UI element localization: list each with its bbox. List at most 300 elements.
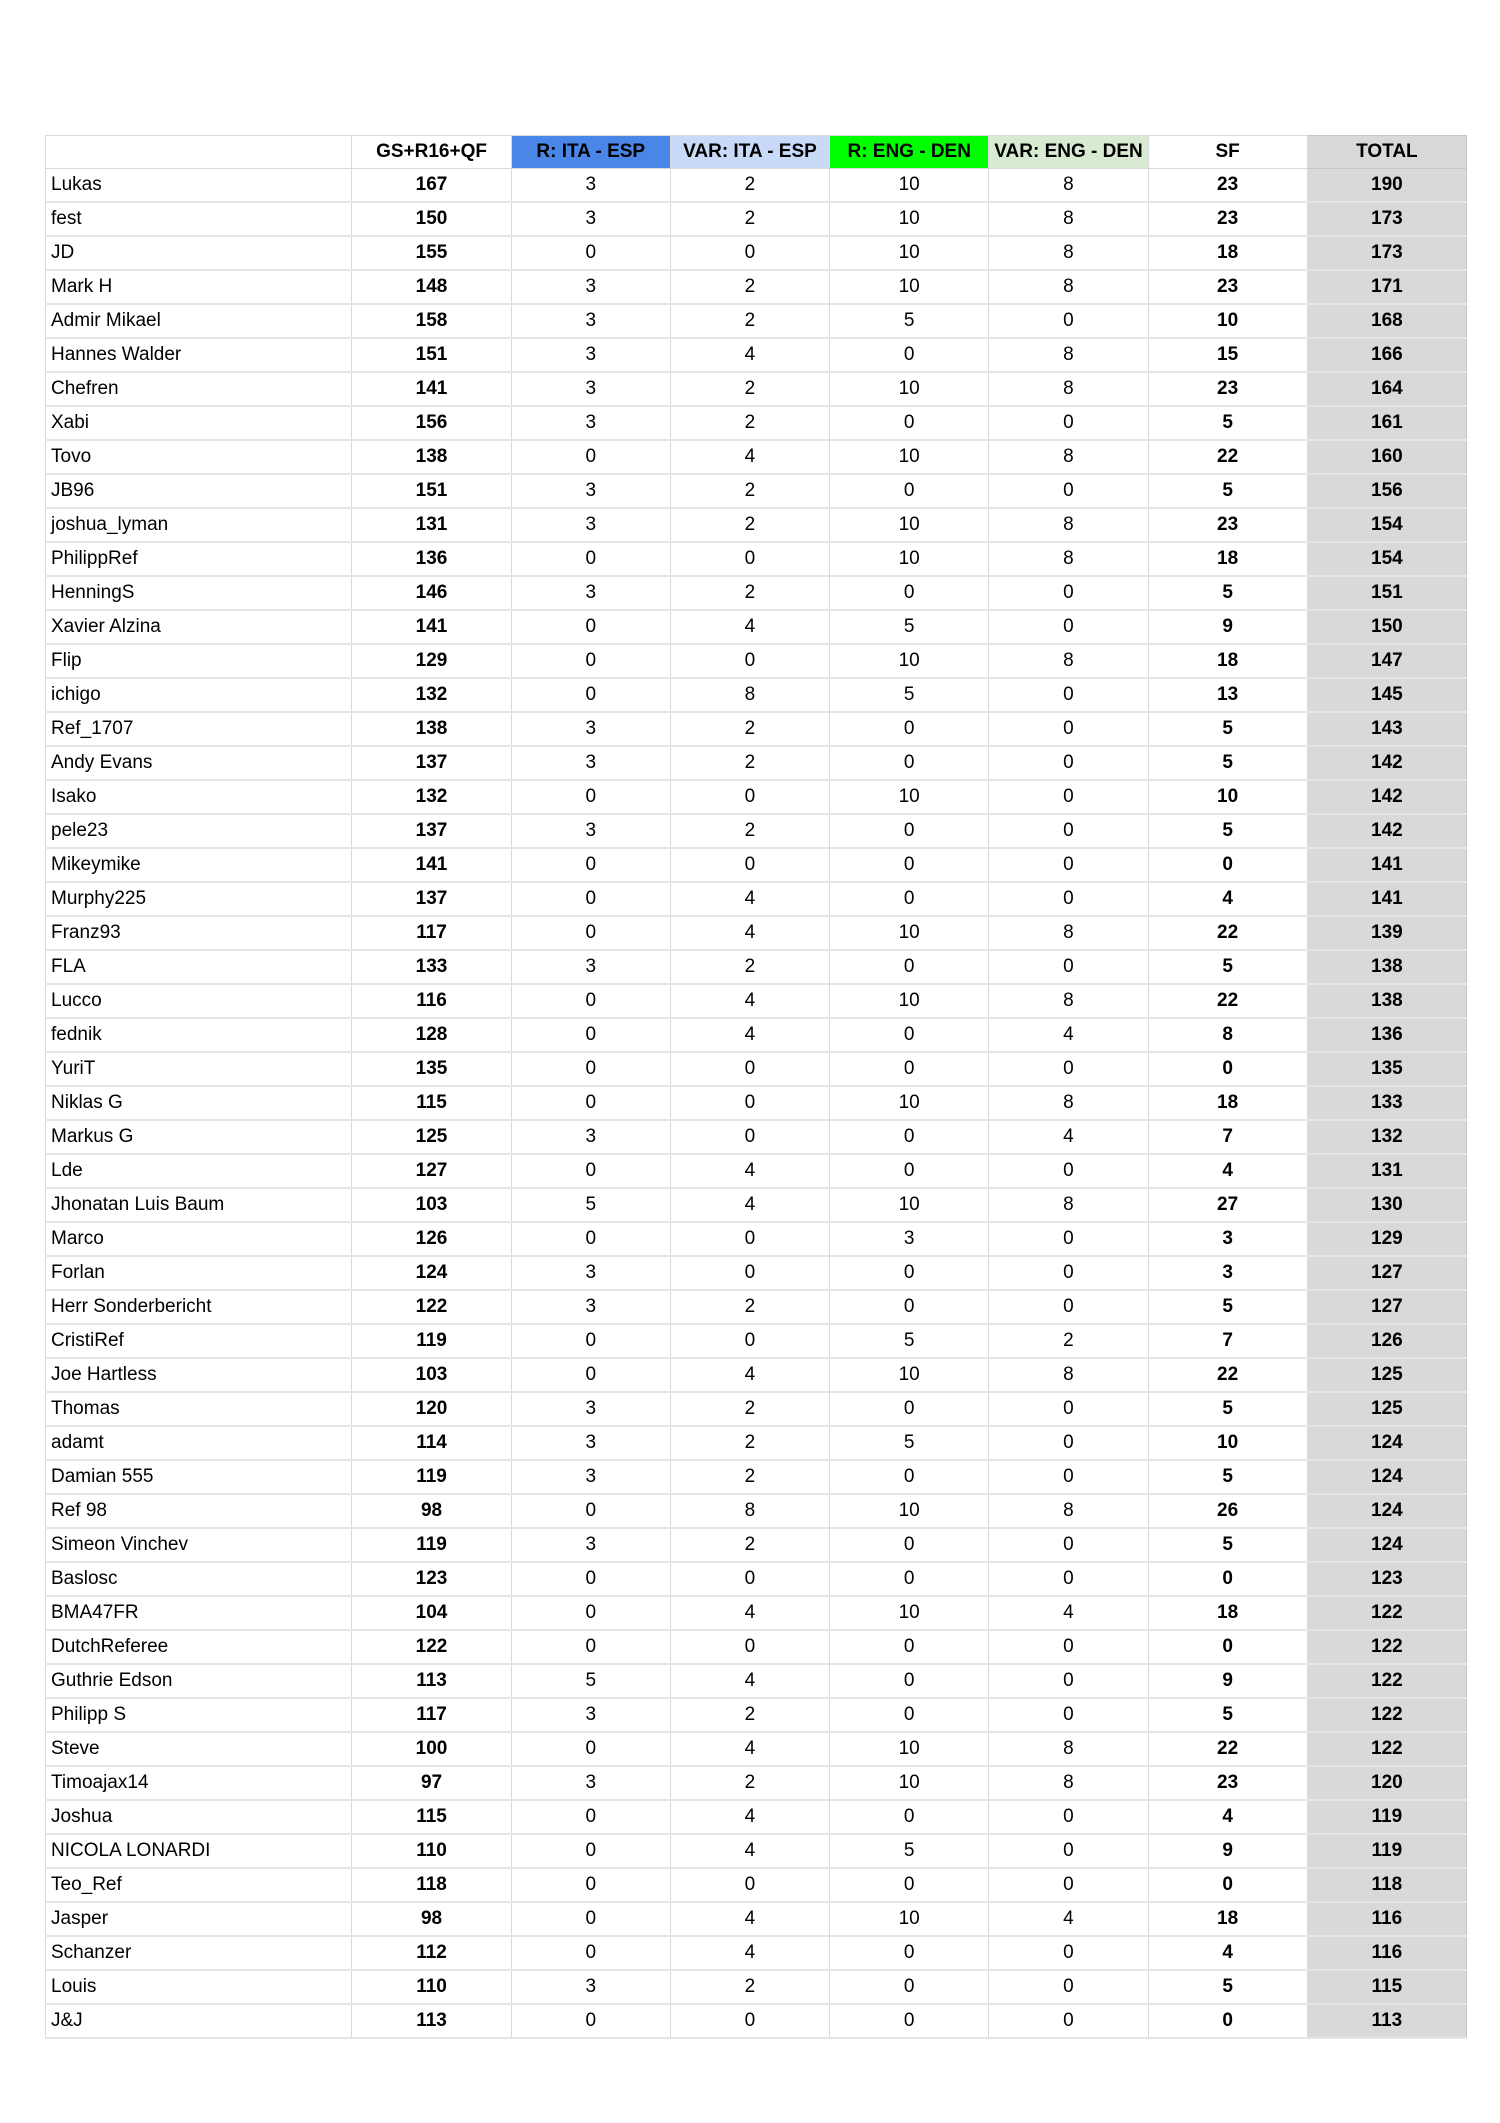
cell-r-eng-den[interactable]: 5 bbox=[830, 1834, 989, 1868]
cell-r-eng-den[interactable]: 0 bbox=[830, 1562, 989, 1596]
cell-r-eng-den[interactable]: 10 bbox=[830, 1086, 989, 1120]
cell-r-eng-den[interactable]: 10 bbox=[830, 916, 989, 950]
cell-player[interactable]: HenningS bbox=[46, 576, 352, 610]
cell-r-ita-esp[interactable]: 3 bbox=[511, 1392, 670, 1426]
cell-var-ita-esp[interactable]: 0 bbox=[670, 1256, 829, 1290]
cell-var-eng-den[interactable]: 4 bbox=[989, 1902, 1148, 1936]
cell-gs-r16-qf[interactable]: 137 bbox=[352, 882, 511, 916]
cell-total[interactable]: 129 bbox=[1307, 1222, 1466, 1256]
cell-r-ita-esp[interactable]: 3 bbox=[511, 1426, 670, 1460]
cell-r-eng-den[interactable]: 10 bbox=[830, 1596, 989, 1630]
cell-player[interactable]: FLA bbox=[46, 950, 352, 984]
cell-r-eng-den[interactable]: 10 bbox=[830, 202, 989, 236]
cell-player[interactable]: Jasper bbox=[46, 1902, 352, 1936]
cell-var-eng-den[interactable]: 0 bbox=[989, 1562, 1148, 1596]
cell-var-ita-esp[interactable]: 2 bbox=[670, 270, 829, 304]
cell-sf[interactable]: 10 bbox=[1148, 780, 1307, 814]
cell-var-ita-esp[interactable]: 4 bbox=[670, 1188, 829, 1222]
cell-sf[interactable]: 4 bbox=[1148, 882, 1307, 916]
cell-var-eng-den[interactable]: 8 bbox=[989, 338, 1148, 372]
cell-total[interactable]: 127 bbox=[1307, 1256, 1466, 1290]
cell-player[interactable]: Steve bbox=[46, 1732, 352, 1766]
cell-total[interactable]: 142 bbox=[1307, 780, 1466, 814]
cell-player[interactable]: Hannes Walder bbox=[46, 338, 352, 372]
cell-r-ita-esp[interactable]: 0 bbox=[511, 1018, 670, 1052]
cell-player[interactable]: PhilippRef bbox=[46, 542, 352, 576]
cell-total[interactable]: 116 bbox=[1307, 1902, 1466, 1936]
cell-var-eng-den[interactable]: 8 bbox=[989, 1358, 1148, 1392]
cell-r-eng-den[interactable]: 0 bbox=[830, 814, 989, 848]
cell-r-eng-den[interactable]: 10 bbox=[830, 1732, 989, 1766]
cell-sf[interactable]: 9 bbox=[1148, 610, 1307, 644]
cell-total[interactable]: 130 bbox=[1307, 1188, 1466, 1222]
cell-r-ita-esp[interactable]: 0 bbox=[511, 1324, 670, 1358]
cell-var-eng-den[interactable]: 0 bbox=[989, 1154, 1148, 1188]
cell-r-ita-esp[interactable]: 3 bbox=[511, 950, 670, 984]
cell-r-ita-esp[interactable]: 0 bbox=[511, 1834, 670, 1868]
cell-var-eng-den[interactable]: 8 bbox=[989, 1086, 1148, 1120]
cell-gs-r16-qf[interactable]: 141 bbox=[352, 610, 511, 644]
cell-var-eng-den[interactable]: 0 bbox=[989, 1528, 1148, 1562]
cell-r-eng-den[interactable]: 0 bbox=[830, 1018, 989, 1052]
cell-player[interactable]: JB96 bbox=[46, 474, 352, 508]
cell-var-ita-esp[interactable]: 2 bbox=[670, 474, 829, 508]
cell-total[interactable]: 124 bbox=[1307, 1494, 1466, 1528]
cell-player[interactable]: Marco bbox=[46, 1222, 352, 1256]
cell-sf[interactable]: 3 bbox=[1148, 1222, 1307, 1256]
cell-r-eng-den[interactable]: 0 bbox=[830, 338, 989, 372]
cell-r-ita-esp[interactable]: 0 bbox=[511, 1800, 670, 1834]
cell-gs-r16-qf[interactable]: 138 bbox=[352, 440, 511, 474]
cell-gs-r16-qf[interactable]: 123 bbox=[352, 1562, 511, 1596]
cell-var-ita-esp[interactable]: 4 bbox=[670, 1834, 829, 1868]
cell-var-ita-esp[interactable]: 4 bbox=[670, 1732, 829, 1766]
cell-gs-r16-qf[interactable]: 103 bbox=[352, 1188, 511, 1222]
cell-total[interactable]: 122 bbox=[1307, 1664, 1466, 1698]
cell-total[interactable]: 116 bbox=[1307, 1936, 1466, 1970]
cell-r-eng-den[interactable]: 0 bbox=[830, 1256, 989, 1290]
cell-gs-r16-qf[interactable]: 129 bbox=[352, 644, 511, 678]
cell-r-eng-den[interactable]: 10 bbox=[830, 1188, 989, 1222]
cell-gs-r16-qf[interactable]: 122 bbox=[352, 1290, 511, 1324]
cell-r-ita-esp[interactable]: 3 bbox=[511, 814, 670, 848]
cell-total[interactable]: 122 bbox=[1307, 1596, 1466, 1630]
cell-total[interactable]: 120 bbox=[1307, 1766, 1466, 1800]
cell-total[interactable]: 166 bbox=[1307, 338, 1466, 372]
cell-player[interactable]: Lde bbox=[46, 1154, 352, 1188]
cell-var-eng-den[interactable]: 0 bbox=[989, 2004, 1148, 2038]
cell-total[interactable]: 127 bbox=[1307, 1290, 1466, 1324]
cell-r-eng-den[interactable]: 10 bbox=[830, 644, 989, 678]
cell-r-eng-den[interactable]: 10 bbox=[830, 1358, 989, 1392]
cell-total[interactable]: 119 bbox=[1307, 1800, 1466, 1834]
cell-r-ita-esp[interactable]: 3 bbox=[511, 1120, 670, 1154]
cell-total[interactable]: 124 bbox=[1307, 1426, 1466, 1460]
cell-var-eng-den[interactable]: 0 bbox=[989, 1256, 1148, 1290]
cell-sf[interactable]: 23 bbox=[1148, 372, 1307, 406]
cell-sf[interactable]: 0 bbox=[1148, 1868, 1307, 1902]
cell-gs-r16-qf[interactable]: 150 bbox=[352, 202, 511, 236]
cell-gs-r16-qf[interactable]: 148 bbox=[352, 270, 511, 304]
cell-var-eng-den[interactable]: 0 bbox=[989, 1290, 1148, 1324]
cell-sf[interactable]: 22 bbox=[1148, 1358, 1307, 1392]
cell-total[interactable]: 168 bbox=[1307, 304, 1466, 338]
cell-total[interactable]: 145 bbox=[1307, 678, 1466, 712]
cell-r-ita-esp[interactable]: 3 bbox=[511, 508, 670, 542]
cell-var-eng-den[interactable]: 0 bbox=[989, 1052, 1148, 1086]
cell-r-eng-den[interactable]: 0 bbox=[830, 1664, 989, 1698]
cell-gs-r16-qf[interactable]: 125 bbox=[352, 1120, 511, 1154]
cell-total[interactable]: 142 bbox=[1307, 814, 1466, 848]
cell-var-eng-den[interactable]: 8 bbox=[989, 270, 1148, 304]
cell-player[interactable]: Thomas bbox=[46, 1392, 352, 1426]
cell-var-ita-esp[interactable]: 2 bbox=[670, 372, 829, 406]
cell-total[interactable]: 126 bbox=[1307, 1324, 1466, 1358]
cell-var-ita-esp[interactable]: 0 bbox=[670, 1052, 829, 1086]
cell-var-eng-den[interactable]: 4 bbox=[989, 1596, 1148, 1630]
cell-r-ita-esp[interactable]: 0 bbox=[511, 984, 670, 1018]
cell-gs-r16-qf[interactable]: 126 bbox=[352, 1222, 511, 1256]
cell-total[interactable]: 142 bbox=[1307, 746, 1466, 780]
header-var-eng-den[interactable]: VAR: ENG - DEN bbox=[989, 136, 1148, 169]
cell-var-eng-den[interactable]: 8 bbox=[989, 1766, 1148, 1800]
cell-gs-r16-qf[interactable]: 151 bbox=[352, 338, 511, 372]
cell-var-ita-esp[interactable]: 2 bbox=[670, 508, 829, 542]
header-r-ita-esp[interactable]: R: ITA - ESP bbox=[511, 136, 670, 169]
cell-sf[interactable]: 5 bbox=[1148, 1460, 1307, 1494]
cell-sf[interactable]: 5 bbox=[1148, 576, 1307, 610]
cell-var-ita-esp[interactable]: 4 bbox=[670, 1596, 829, 1630]
cell-var-ita-esp[interactable]: 2 bbox=[670, 1698, 829, 1732]
cell-gs-r16-qf[interactable]: 113 bbox=[352, 2004, 511, 2038]
cell-var-ita-esp[interactable]: 4 bbox=[670, 610, 829, 644]
cell-var-ita-esp[interactable]: 2 bbox=[670, 1970, 829, 2004]
cell-var-eng-den[interactable]: 0 bbox=[989, 1800, 1148, 1834]
cell-total[interactable]: 151 bbox=[1307, 576, 1466, 610]
cell-total[interactable]: 133 bbox=[1307, 1086, 1466, 1120]
cell-gs-r16-qf[interactable]: 115 bbox=[352, 1086, 511, 1120]
cell-r-ita-esp[interactable]: 0 bbox=[511, 1902, 670, 1936]
header-total[interactable]: TOTAL bbox=[1307, 136, 1466, 169]
cell-var-ita-esp[interactable]: 4 bbox=[670, 1902, 829, 1936]
cell-sf[interactable]: 23 bbox=[1148, 270, 1307, 304]
cell-total[interactable]: 125 bbox=[1307, 1392, 1466, 1426]
cell-player[interactable]: Louis bbox=[46, 1970, 352, 2004]
cell-var-eng-den[interactable]: 8 bbox=[989, 169, 1148, 203]
cell-total[interactable]: 138 bbox=[1307, 984, 1466, 1018]
cell-sf[interactable]: 22 bbox=[1148, 984, 1307, 1018]
cell-r-ita-esp[interactable]: 3 bbox=[511, 406, 670, 440]
cell-total[interactable]: 124 bbox=[1307, 1528, 1466, 1562]
cell-sf[interactable]: 22 bbox=[1148, 1732, 1307, 1766]
cell-total[interactable]: 139 bbox=[1307, 916, 1466, 950]
cell-player[interactable]: Franz93 bbox=[46, 916, 352, 950]
cell-r-eng-den[interactable]: 10 bbox=[830, 270, 989, 304]
cell-player[interactable]: Forlan bbox=[46, 1256, 352, 1290]
cell-var-eng-den[interactable]: 0 bbox=[989, 882, 1148, 916]
cell-player[interactable]: Simeon Vinchev bbox=[46, 1528, 352, 1562]
cell-total[interactable]: 190 bbox=[1307, 169, 1466, 203]
cell-total[interactable]: 147 bbox=[1307, 644, 1466, 678]
cell-sf[interactable]: 26 bbox=[1148, 1494, 1307, 1528]
cell-gs-r16-qf[interactable]: 156 bbox=[352, 406, 511, 440]
cell-r-eng-den[interactable]: 3 bbox=[830, 1222, 989, 1256]
cell-var-eng-den[interactable]: 8 bbox=[989, 236, 1148, 270]
cell-total[interactable]: 118 bbox=[1307, 1868, 1466, 1902]
cell-gs-r16-qf[interactable]: 117 bbox=[352, 1698, 511, 1732]
cell-player[interactable]: Joshua bbox=[46, 1800, 352, 1834]
cell-var-eng-den[interactable]: 0 bbox=[989, 712, 1148, 746]
cell-gs-r16-qf[interactable]: 113 bbox=[352, 1664, 511, 1698]
cell-var-eng-den[interactable]: 8 bbox=[989, 1188, 1148, 1222]
cell-player[interactable]: Murphy225 bbox=[46, 882, 352, 916]
cell-var-ita-esp[interactable]: 4 bbox=[670, 1154, 829, 1188]
cell-player[interactable]: Joe Hartless bbox=[46, 1358, 352, 1392]
cell-total[interactable]: 119 bbox=[1307, 1834, 1466, 1868]
cell-var-ita-esp[interactable]: 0 bbox=[670, 1630, 829, 1664]
cell-gs-r16-qf[interactable]: 146 bbox=[352, 576, 511, 610]
cell-sf[interactable]: 8 bbox=[1148, 1018, 1307, 1052]
cell-var-eng-den[interactable]: 8 bbox=[989, 984, 1148, 1018]
cell-var-eng-den[interactable]: 0 bbox=[989, 1426, 1148, 1460]
header-var-ita-esp[interactable]: VAR: ITA - ESP bbox=[670, 136, 829, 169]
cell-sf[interactable]: 13 bbox=[1148, 678, 1307, 712]
cell-player[interactable]: Timoajax14 bbox=[46, 1766, 352, 1800]
cell-gs-r16-qf[interactable]: 119 bbox=[352, 1324, 511, 1358]
cell-total[interactable]: 154 bbox=[1307, 508, 1466, 542]
cell-total[interactable]: 156 bbox=[1307, 474, 1466, 508]
cell-r-eng-den[interactable]: 0 bbox=[830, 1800, 989, 1834]
cell-sf[interactable]: 9 bbox=[1148, 1834, 1307, 1868]
cell-gs-r16-qf[interactable]: 141 bbox=[352, 848, 511, 882]
cell-var-ita-esp[interactable]: 4 bbox=[670, 440, 829, 474]
cell-var-ita-esp[interactable]: 2 bbox=[670, 1426, 829, 1460]
cell-r-eng-den[interactable]: 10 bbox=[830, 440, 989, 474]
cell-var-ita-esp[interactable]: 2 bbox=[670, 202, 829, 236]
cell-var-eng-den[interactable]: 0 bbox=[989, 814, 1148, 848]
cell-gs-r16-qf[interactable]: 138 bbox=[352, 712, 511, 746]
cell-var-ita-esp[interactable]: 2 bbox=[670, 576, 829, 610]
cell-r-eng-den[interactable]: 5 bbox=[830, 304, 989, 338]
cell-gs-r16-qf[interactable]: 167 bbox=[352, 169, 511, 203]
cell-sf[interactable]: 10 bbox=[1148, 304, 1307, 338]
cell-sf[interactable]: 23 bbox=[1148, 1766, 1307, 1800]
cell-var-ita-esp[interactable]: 0 bbox=[670, 644, 829, 678]
cell-total[interactable]: 131 bbox=[1307, 1154, 1466, 1188]
cell-total[interactable]: 141 bbox=[1307, 848, 1466, 882]
cell-total[interactable]: 122 bbox=[1307, 1732, 1466, 1766]
cell-sf[interactable]: 15 bbox=[1148, 338, 1307, 372]
cell-player[interactable]: Markus G bbox=[46, 1120, 352, 1154]
cell-sf[interactable]: 5 bbox=[1148, 406, 1307, 440]
cell-var-ita-esp[interactable]: 4 bbox=[670, 916, 829, 950]
cell-var-eng-den[interactable]: 0 bbox=[989, 950, 1148, 984]
cell-var-ita-esp[interactable]: 8 bbox=[670, 1494, 829, 1528]
cell-r-eng-den[interactable]: 0 bbox=[830, 882, 989, 916]
cell-r-ita-esp[interactable]: 3 bbox=[511, 338, 670, 372]
cell-var-eng-den[interactable]: 0 bbox=[989, 610, 1148, 644]
cell-gs-r16-qf[interactable]: 122 bbox=[352, 1630, 511, 1664]
cell-total[interactable]: 132 bbox=[1307, 1120, 1466, 1154]
cell-player[interactable]: Lukas bbox=[46, 169, 352, 203]
cell-r-eng-den[interactable]: 5 bbox=[830, 678, 989, 712]
cell-var-ita-esp[interactable]: 0 bbox=[670, 236, 829, 270]
cell-r-ita-esp[interactable]: 3 bbox=[511, 1970, 670, 2004]
cell-sf[interactable]: 0 bbox=[1148, 1052, 1307, 1086]
cell-r-ita-esp[interactable]: 3 bbox=[511, 712, 670, 746]
cell-r-eng-den[interactable]: 10 bbox=[830, 236, 989, 270]
cell-r-ita-esp[interactable]: 0 bbox=[511, 644, 670, 678]
cell-gs-r16-qf[interactable]: 110 bbox=[352, 1834, 511, 1868]
cell-r-eng-den[interactable]: 0 bbox=[830, 1868, 989, 1902]
cell-r-eng-den[interactable]: 10 bbox=[830, 372, 989, 406]
cell-r-ita-esp[interactable]: 3 bbox=[511, 1256, 670, 1290]
cell-sf[interactable]: 18 bbox=[1148, 1596, 1307, 1630]
cell-sf[interactable]: 0 bbox=[1148, 848, 1307, 882]
cell-var-ita-esp[interactable]: 2 bbox=[670, 304, 829, 338]
cell-sf[interactable]: 27 bbox=[1148, 1188, 1307, 1222]
cell-r-ita-esp[interactable]: 5 bbox=[511, 1664, 670, 1698]
cell-r-ita-esp[interactable]: 0 bbox=[511, 542, 670, 576]
cell-r-ita-esp[interactable]: 3 bbox=[511, 1290, 670, 1324]
cell-r-ita-esp[interactable]: 0 bbox=[511, 1596, 670, 1630]
cell-r-eng-den[interactable]: 0 bbox=[830, 1936, 989, 1970]
cell-r-eng-den[interactable]: 0 bbox=[830, 712, 989, 746]
cell-r-ita-esp[interactable]: 0 bbox=[511, 610, 670, 644]
cell-total[interactable]: 173 bbox=[1307, 236, 1466, 270]
cell-r-ita-esp[interactable]: 3 bbox=[511, 1460, 670, 1494]
cell-var-ita-esp[interactable]: 4 bbox=[670, 1358, 829, 1392]
cell-player[interactable]: YuriT bbox=[46, 1052, 352, 1086]
cell-var-ita-esp[interactable]: 0 bbox=[670, 848, 829, 882]
cell-r-ita-esp[interactable]: 3 bbox=[511, 270, 670, 304]
cell-var-ita-esp[interactable]: 0 bbox=[670, 1324, 829, 1358]
cell-sf[interactable]: 5 bbox=[1148, 1290, 1307, 1324]
cell-r-eng-den[interactable]: 0 bbox=[830, 1630, 989, 1664]
cell-r-ita-esp[interactable]: 0 bbox=[511, 1868, 670, 1902]
cell-r-eng-den[interactable]: 5 bbox=[830, 610, 989, 644]
cell-player[interactable]: Schanzer bbox=[46, 1936, 352, 1970]
cell-r-ita-esp[interactable]: 0 bbox=[511, 916, 670, 950]
cell-total[interactable]: 125 bbox=[1307, 1358, 1466, 1392]
cell-var-ita-esp[interactable]: 0 bbox=[670, 542, 829, 576]
cell-var-ita-esp[interactable]: 2 bbox=[670, 169, 829, 203]
cell-r-eng-den[interactable]: 5 bbox=[830, 1426, 989, 1460]
cell-var-eng-den[interactable]: 2 bbox=[989, 1324, 1148, 1358]
cell-r-eng-den[interactable]: 10 bbox=[830, 1494, 989, 1528]
cell-var-eng-den[interactable]: 8 bbox=[989, 916, 1148, 950]
cell-r-eng-den[interactable]: 10 bbox=[830, 780, 989, 814]
cell-sf[interactable]: 4 bbox=[1148, 1800, 1307, 1834]
cell-gs-r16-qf[interactable]: 116 bbox=[352, 984, 511, 1018]
cell-r-ita-esp[interactable]: 3 bbox=[511, 1528, 670, 1562]
cell-sf[interactable]: 18 bbox=[1148, 236, 1307, 270]
cell-sf[interactable]: 7 bbox=[1148, 1120, 1307, 1154]
cell-total[interactable]: 171 bbox=[1307, 270, 1466, 304]
cell-sf[interactable]: 18 bbox=[1148, 542, 1307, 576]
cell-sf[interactable]: 4 bbox=[1148, 1936, 1307, 1970]
cell-sf[interactable]: 5 bbox=[1148, 474, 1307, 508]
cell-var-eng-den[interactable]: 4 bbox=[989, 1018, 1148, 1052]
cell-sf[interactable]: 9 bbox=[1148, 1664, 1307, 1698]
cell-sf[interactable]: 4 bbox=[1148, 1154, 1307, 1188]
cell-gs-r16-qf[interactable]: 133 bbox=[352, 950, 511, 984]
cell-sf[interactable]: 5 bbox=[1148, 712, 1307, 746]
cell-total[interactable]: 154 bbox=[1307, 542, 1466, 576]
cell-r-eng-den[interactable]: 10 bbox=[830, 1902, 989, 1936]
cell-total[interactable]: 113 bbox=[1307, 2004, 1466, 2038]
cell-gs-r16-qf[interactable]: 115 bbox=[352, 1800, 511, 1834]
cell-player[interactable]: Herr Sonderbericht bbox=[46, 1290, 352, 1324]
cell-var-eng-den[interactable]: 8 bbox=[989, 508, 1148, 542]
cell-var-eng-den[interactable]: 0 bbox=[989, 678, 1148, 712]
cell-r-eng-den[interactable]: 0 bbox=[830, 2004, 989, 2038]
cell-gs-r16-qf[interactable]: 103 bbox=[352, 1358, 511, 1392]
cell-player[interactable]: Andy Evans bbox=[46, 746, 352, 780]
cell-var-eng-den[interactable]: 8 bbox=[989, 644, 1148, 678]
cell-gs-r16-qf[interactable]: 132 bbox=[352, 678, 511, 712]
cell-r-ita-esp[interactable]: 0 bbox=[511, 848, 670, 882]
cell-var-ita-esp[interactable]: 2 bbox=[670, 814, 829, 848]
cell-r-ita-esp[interactable]: 3 bbox=[511, 1766, 670, 1800]
cell-var-eng-den[interactable]: 0 bbox=[989, 1698, 1148, 1732]
cell-gs-r16-qf[interactable]: 137 bbox=[352, 814, 511, 848]
cell-var-eng-den[interactable]: 8 bbox=[989, 372, 1148, 406]
cell-var-eng-den[interactable]: 0 bbox=[989, 304, 1148, 338]
cell-var-ita-esp[interactable]: 2 bbox=[670, 712, 829, 746]
cell-player[interactable]: NICOLA LONARDI bbox=[46, 1834, 352, 1868]
cell-player[interactable]: Isako bbox=[46, 780, 352, 814]
cell-var-ita-esp[interactable]: 2 bbox=[670, 746, 829, 780]
cell-var-eng-den[interactable]: 0 bbox=[989, 576, 1148, 610]
cell-player[interactable]: Philipp S bbox=[46, 1698, 352, 1732]
cell-sf[interactable]: 22 bbox=[1148, 440, 1307, 474]
cell-var-eng-den[interactable]: 0 bbox=[989, 1664, 1148, 1698]
cell-total[interactable]: 141 bbox=[1307, 882, 1466, 916]
cell-gs-r16-qf[interactable]: 118 bbox=[352, 1868, 511, 1902]
cell-r-eng-den[interactable]: 10 bbox=[830, 984, 989, 1018]
cell-r-ita-esp[interactable]: 0 bbox=[511, 1562, 670, 1596]
cell-total[interactable]: 164 bbox=[1307, 372, 1466, 406]
cell-var-ita-esp[interactable]: 4 bbox=[670, 1664, 829, 1698]
cell-player[interactable]: fest bbox=[46, 202, 352, 236]
header-player[interactable] bbox=[46, 136, 352, 169]
cell-var-ita-esp[interactable]: 0 bbox=[670, 1120, 829, 1154]
cell-player[interactable]: adamt bbox=[46, 1426, 352, 1460]
cell-gs-r16-qf[interactable]: 124 bbox=[352, 1256, 511, 1290]
cell-r-eng-den[interactable]: 0 bbox=[830, 950, 989, 984]
cell-var-eng-den[interactable]: 8 bbox=[989, 440, 1148, 474]
cell-r-ita-esp[interactable]: 0 bbox=[511, 1154, 670, 1188]
cell-player[interactable]: Mikeymike bbox=[46, 848, 352, 882]
cell-player[interactable]: pele23 bbox=[46, 814, 352, 848]
cell-var-eng-den[interactable]: 0 bbox=[989, 1630, 1148, 1664]
cell-r-eng-den[interactable]: 0 bbox=[830, 1154, 989, 1188]
cell-player[interactable]: Mark H bbox=[46, 270, 352, 304]
cell-total[interactable]: 150 bbox=[1307, 610, 1466, 644]
cell-gs-r16-qf[interactable]: 128 bbox=[352, 1018, 511, 1052]
cell-var-eng-den[interactable]: 8 bbox=[989, 1732, 1148, 1766]
cell-var-ita-esp[interactable]: 2 bbox=[670, 1766, 829, 1800]
cell-gs-r16-qf[interactable]: 119 bbox=[352, 1460, 511, 1494]
cell-r-ita-esp[interactable]: 3 bbox=[511, 372, 670, 406]
cell-r-ita-esp[interactable]: 3 bbox=[511, 202, 670, 236]
cell-r-eng-den[interactable]: 0 bbox=[830, 1290, 989, 1324]
cell-r-ita-esp[interactable]: 3 bbox=[511, 304, 670, 338]
cell-var-ita-esp[interactable]: 0 bbox=[670, 780, 829, 814]
cell-var-eng-den[interactable]: 0 bbox=[989, 406, 1148, 440]
cell-sf[interactable]: 0 bbox=[1148, 1562, 1307, 1596]
